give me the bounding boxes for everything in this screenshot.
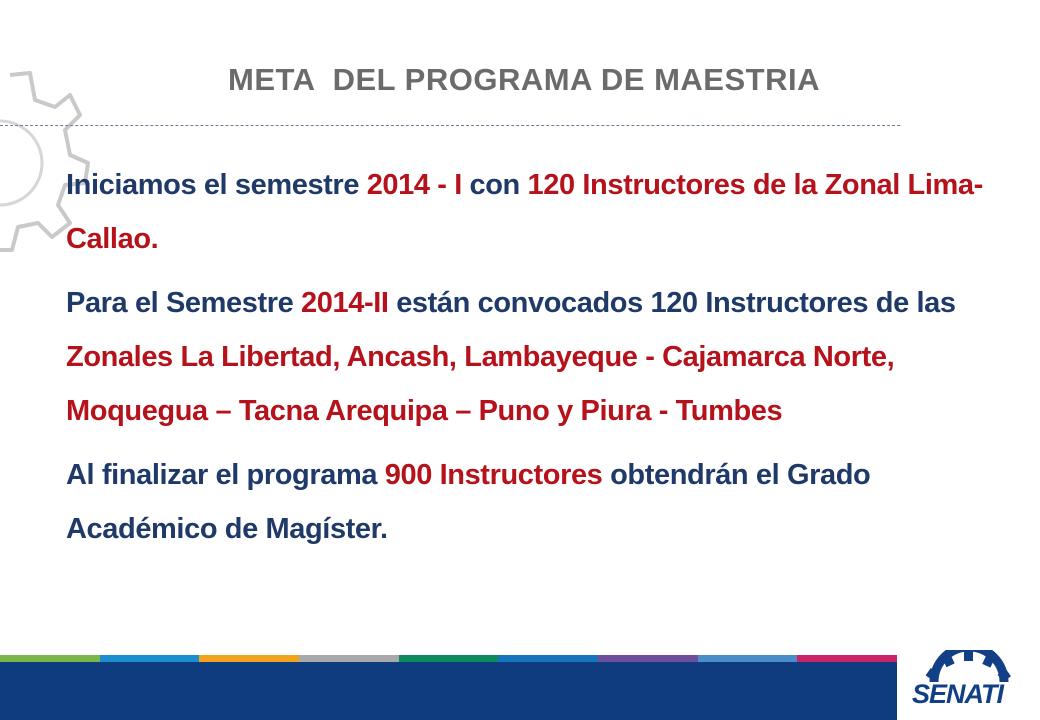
text-segment: Para el Semestre <box>66 287 302 319</box>
footer-separator <box>897 655 900 720</box>
color-strip-segment <box>498 655 598 662</box>
title-divider <box>0 125 900 126</box>
text-segment: Iniciamos el semestre <box>66 169 367 201</box>
highlight-segment: 2014-II <box>301 287 389 319</box>
text-segment: Al finalizar el programa <box>66 459 385 491</box>
paragraph-semester-1 <box>66 158 996 266</box>
paragraph-program-goal <box>66 448 996 556</box>
text-segment: están convocados 120 Instructores de las <box>388 287 956 319</box>
color-strip-segment <box>598 655 698 662</box>
page-title: META DEL PROGRAMA DE MAESTRIA <box>228 62 820 97</box>
text-segment: obtendrán el Grado Académico de Magíster. <box>66 459 871 545</box>
color-strip-segment <box>299 655 399 662</box>
footer-bar <box>0 662 897 720</box>
footer-color-strip <box>0 655 897 662</box>
color-strip-segment <box>100 655 200 662</box>
highlight-segment: Zonales La Libertad, Ancash, Lambayeque - Cajamarca Norte, Moquegua – Tacna Arequipa – Puno y Piura - Tumbes <box>66 341 895 427</box>
color-strip-segment <box>0 655 100 662</box>
content-body <box>66 158 996 566</box>
color-strip-segment <box>797 655 897 662</box>
color-strip-segment <box>399 655 499 662</box>
highlight-segment: 2014 - I <box>366 169 462 201</box>
highlight-segment: 900 Instructores <box>384 459 603 491</box>
color-strip-segment <box>199 655 299 662</box>
text-segment: con <box>461 169 528 201</box>
senati-logo-text: SENATI <box>912 679 1004 709</box>
color-strip-segment <box>698 655 798 662</box>
paragraph-semester-2 <box>66 276 996 438</box>
highlight-segment: 120 Instructores de la Zonal Lima-Callao. <box>66 169 983 255</box>
